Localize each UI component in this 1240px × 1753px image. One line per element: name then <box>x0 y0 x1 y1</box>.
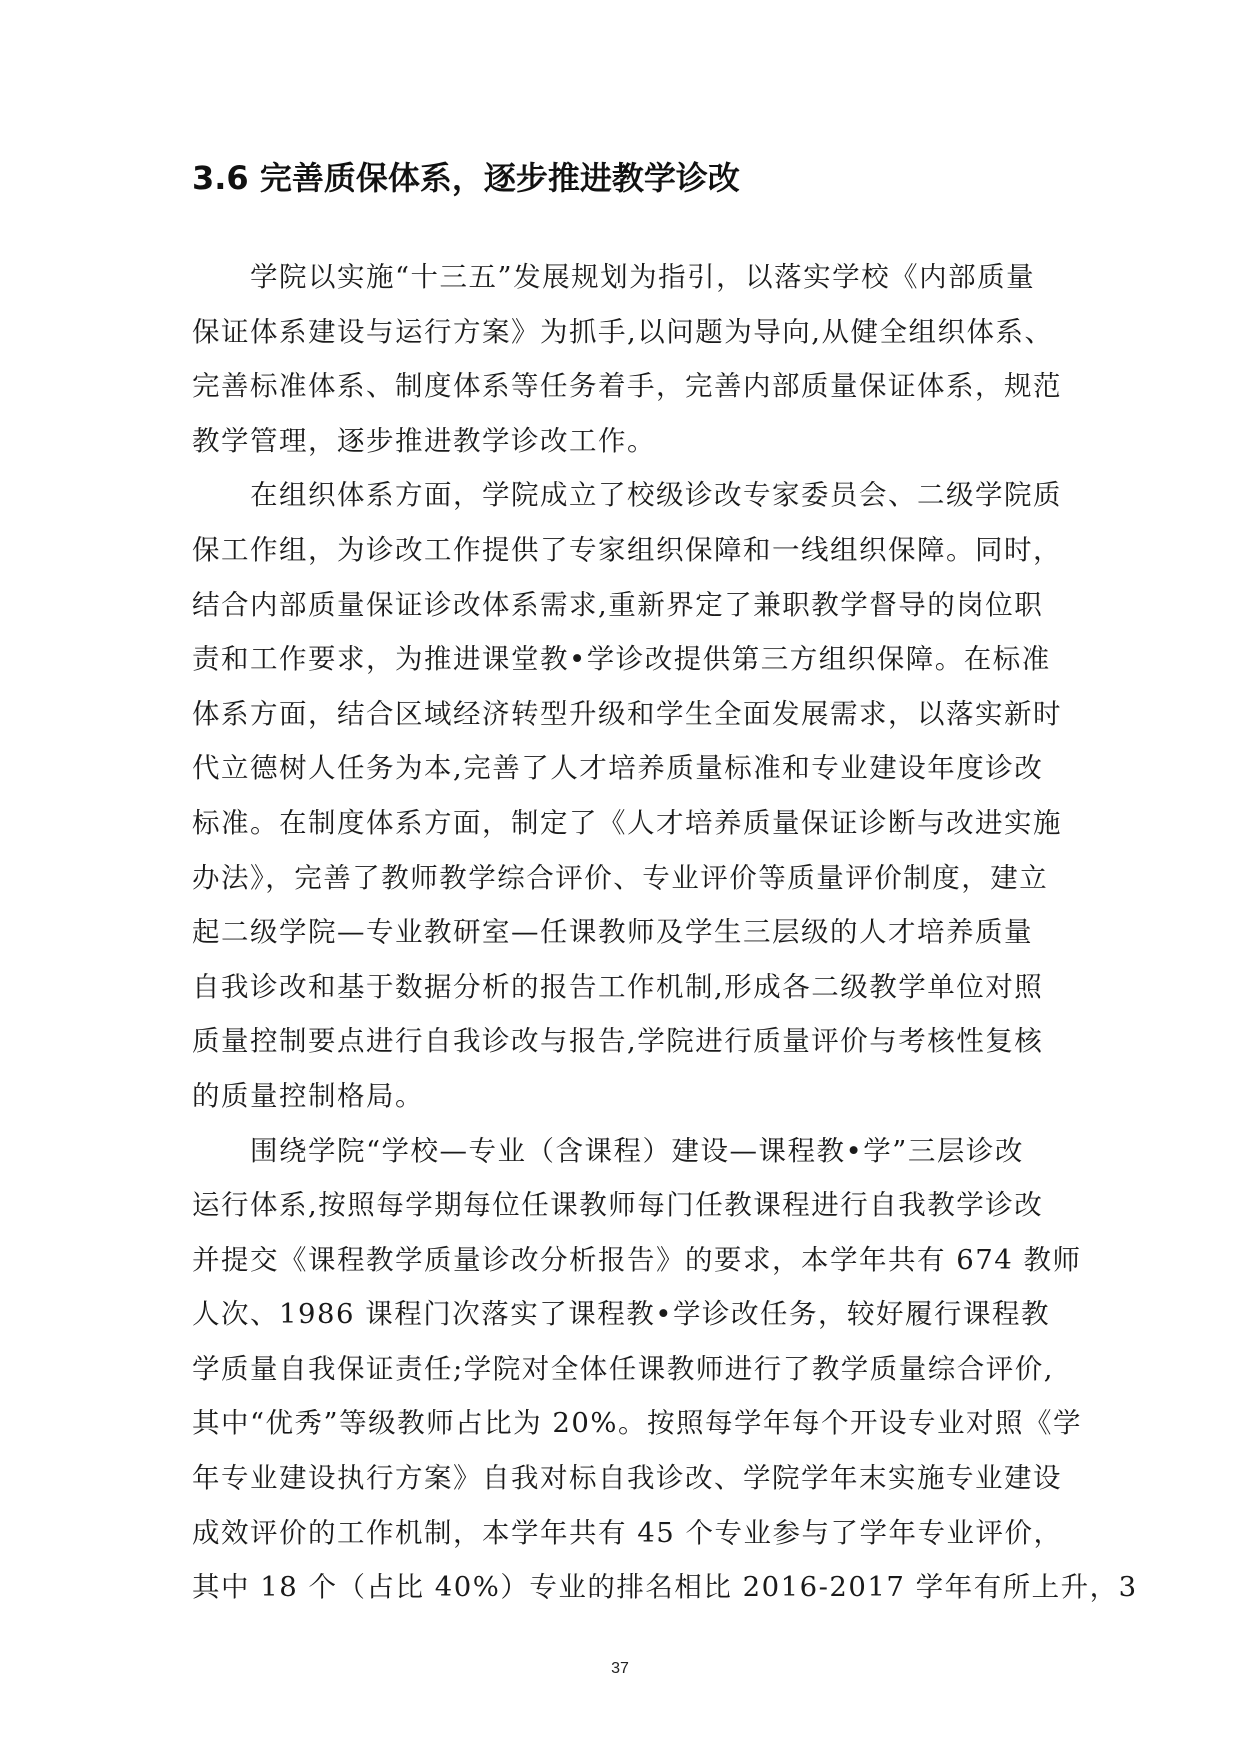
paragraph-line: 围绕学院“学校—专业（含课程）建设—课程教•学”三层诊改 <box>250 1134 1024 1167</box>
paragraph-line: 人次、1986 课程门次落实了课程教•学诊改任务，较好履行课程教 <box>192 1298 1050 1331</box>
paragraph-line: 其中 18 个（占比 40%）专业的排名相比 2016-2017 学年有所上升，3 <box>192 1571 1138 1604</box>
paragraph-line: 年专业建设执行方案》自我对标自我诊改、学院学年末实施专业建设 <box>192 1462 1062 1495</box>
paragraph-line: 的质量控制格局。 <box>192 1079 424 1112</box>
paragraph-line: 体系方面，结合区域经济转型升级和学生全面发展需求，以落实新时 <box>192 697 1062 730</box>
paragraph-line: 成效评价的工作机制，本学年共有 45 个专业参与了学年专业评价， <box>192 1516 1063 1549</box>
paragraph-line: 办法》，完善了教师教学综合评价、专业评价等质量评价制度，建立 <box>192 861 1049 894</box>
section-heading: 3.6 完善质保体系，逐步推进教学诊改 <box>192 159 740 197</box>
paragraph-line: 自我诊改和基于数据分析的报告工作机制,形成各二级教学单位对照 <box>192 970 1044 1003</box>
paragraph-line: 运行体系,按照每学期每位任课教师每门任教课程进行自我教学诊改 <box>192 1189 1044 1222</box>
paragraph-line: 学院以实施“十三五”发展规划为指引，以落实学校《内部质量 <box>250 261 1036 293</box>
paragraph-line: 在组织体系方面，学院成立了校级诊改专家委员会、二级学院质 <box>250 479 1062 512</box>
paragraph-line: 并提交《课程教学质量诊改分析报告》的要求，本学年共有 674 教师 <box>192 1243 1082 1276</box>
paragraph-line: 结合内部质量保证诊改体系需求,重新界定了兼职教学督导的岗位职 <box>192 588 1044 621</box>
paragraph-line: 起二级学院—专业教研室—任课教师及学生三层级的人才培养质量 <box>192 916 1033 949</box>
paragraph-line: 其中“优秀”等级教师占比为 20%。按照每学年每个开设专业对照《学 <box>192 1407 1082 1440</box>
page-number: 37 <box>611 1660 629 1677</box>
paragraph-line: 标准。在制度体系方面，制定了《人才培养质量保证诊断与改进实施 <box>192 806 1062 839</box>
paragraph-line: 责和工作要求，为推进课堂教•学诊改提供第三方组织保障。在标准 <box>192 643 1051 676</box>
paragraph-line: 代立德树人任务为本,完善了人才培养质量标准和专业建设年度诊改 <box>192 752 1044 785</box>
paragraph-line: 完善标准体系、制度体系等任务着手，完善内部质量保证体系，规范 <box>192 370 1062 403</box>
paragraph-line: 保证体系建设与运行方案》为抓手,以问题为导向,从健全组织体系、 <box>192 315 1054 348</box>
paragraph-line: 学质量自我保证责任;学院对全体任课教师进行了教学质量综合评价, <box>192 1352 1055 1385</box>
body-text <box>192 250 1138 1615</box>
paragraph-line: 教学管理，逐步推进教学诊改工作。 <box>192 424 656 457</box>
paragraph-line: 保工作组，为诊改工作提供了专家组织保障和一线组织保障。同时， <box>192 533 1062 566</box>
paragraph-line: 质量控制要点进行自我诊改与报告,学院进行质量评价与考核性复核 <box>192 1025 1044 1058</box>
